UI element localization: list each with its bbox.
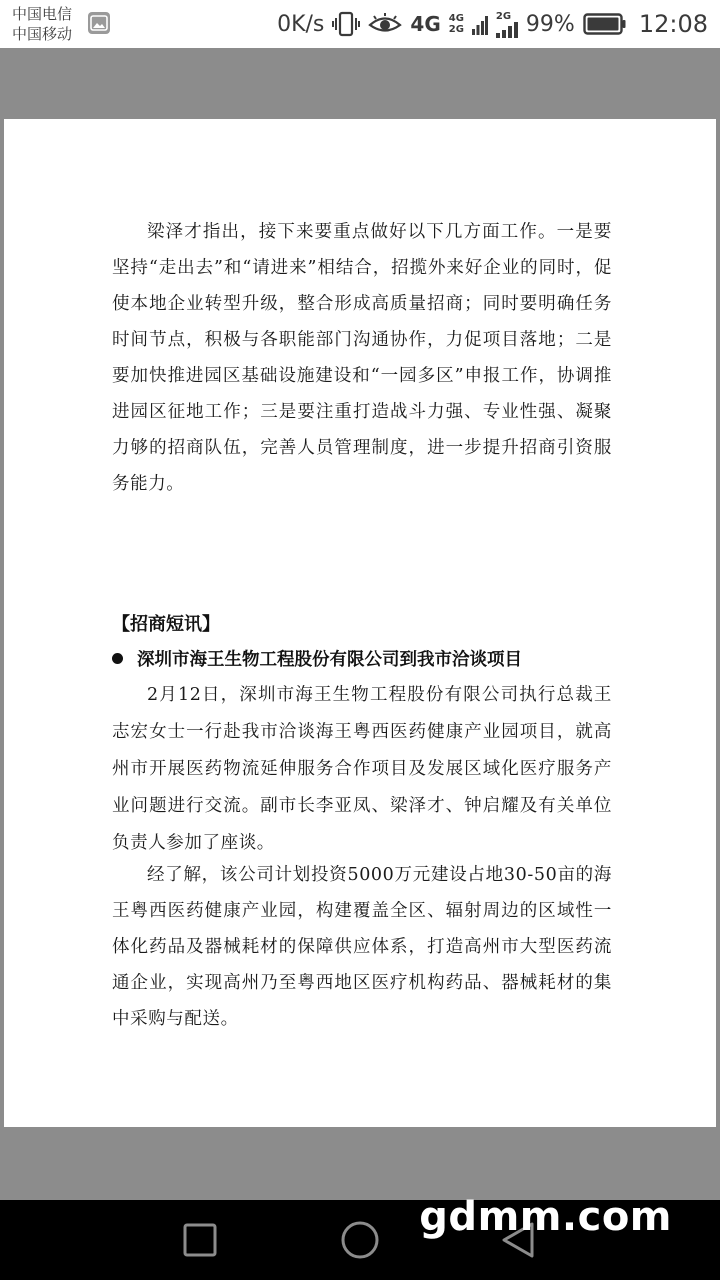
network-speed: 0K/s: [277, 11, 325, 37]
carrier-2-label: 中国移动: [12, 25, 73, 43]
carrier-info: [12, 4, 72, 44]
paragraph-3: 经了解，该公司计划投资5000万元建设占地30-50亩的海王粤西医药健康产业园，构建覆盖全区、辐射周边的区域性一体化药品及器械耗材的保障供应体系，打造高州市大型医药流通企业，实现高州乃至粤西地区医疗机构药品、器械耗材的集中采购与配送。: [112, 865, 612, 1029]
signal-1-icon: [472, 13, 488, 35]
clock: 12:08: [638, 10, 708, 38]
battery-icon: [583, 12, 627, 36]
watermark: gdmm.com: [419, 1194, 672, 1240]
status-indicators: [277, 0, 708, 48]
dual-network-label: [449, 13, 464, 35]
status-bar: [0, 0, 720, 48]
network-2g-top-label: [496, 11, 518, 38]
vibrate-icon: [332, 11, 360, 37]
news-headline: [112, 646, 522, 671]
bullet-icon: [112, 653, 123, 664]
network-4g-small: 4G: [448, 13, 464, 24]
network-2g-small: 2G: [448, 24, 464, 35]
square-icon[interactable]: [180, 1220, 220, 1260]
signal-2-icon: [496, 22, 518, 38]
network-4g-label: 4G: [410, 12, 441, 36]
news-headline-text: 深圳市海王生物工程股份有限公司到我市洽谈项目: [137, 650, 522, 670]
gallery-notification-icon: [88, 12, 110, 34]
carrier-1-label: 中国电信: [12, 5, 73, 23]
eye-comfort-icon: [368, 12, 402, 36]
network-2g-top: 2G: [495, 10, 512, 22]
circle-icon[interactable]: [340, 1220, 380, 1260]
paragraph-1: 梁泽才指出，接下来要重点做好以下几方面工作。一是要坚持“走出去”和“请进来”相结合，招揽外来好企业的同时，促使本地企业转型升级，整合形成高质量招商；同时要明确任务时间节点，积极与各职能部门沟通协作，力促项目落地；二是要加快推进园区基础设施建设和“一园多区”申报工作，协调推进园区征地工作；三是要注重打造战斗力强、专业性强、凝聚力够的招商队伍，完善人员管理制度，进一步提升招商引资服务能力。: [112, 222, 612, 494]
battery-percent: 99%: [525, 11, 575, 37]
section-title: 【招商短讯】: [112, 614, 220, 635]
paragraph-2: 2月12日，深圳市海王生物工程股份有限公司执行总裁王志宏女士一行赴我市洽谈海王粤西医药健康产业园项目，就高州市开展医药物流延伸服务合作项目及发展区域化医疗服务产业问题进行交流。副市长李亚凤、梁泽才、钟启耀及有关单位负责人参加了座谈。: [112, 685, 612, 853]
